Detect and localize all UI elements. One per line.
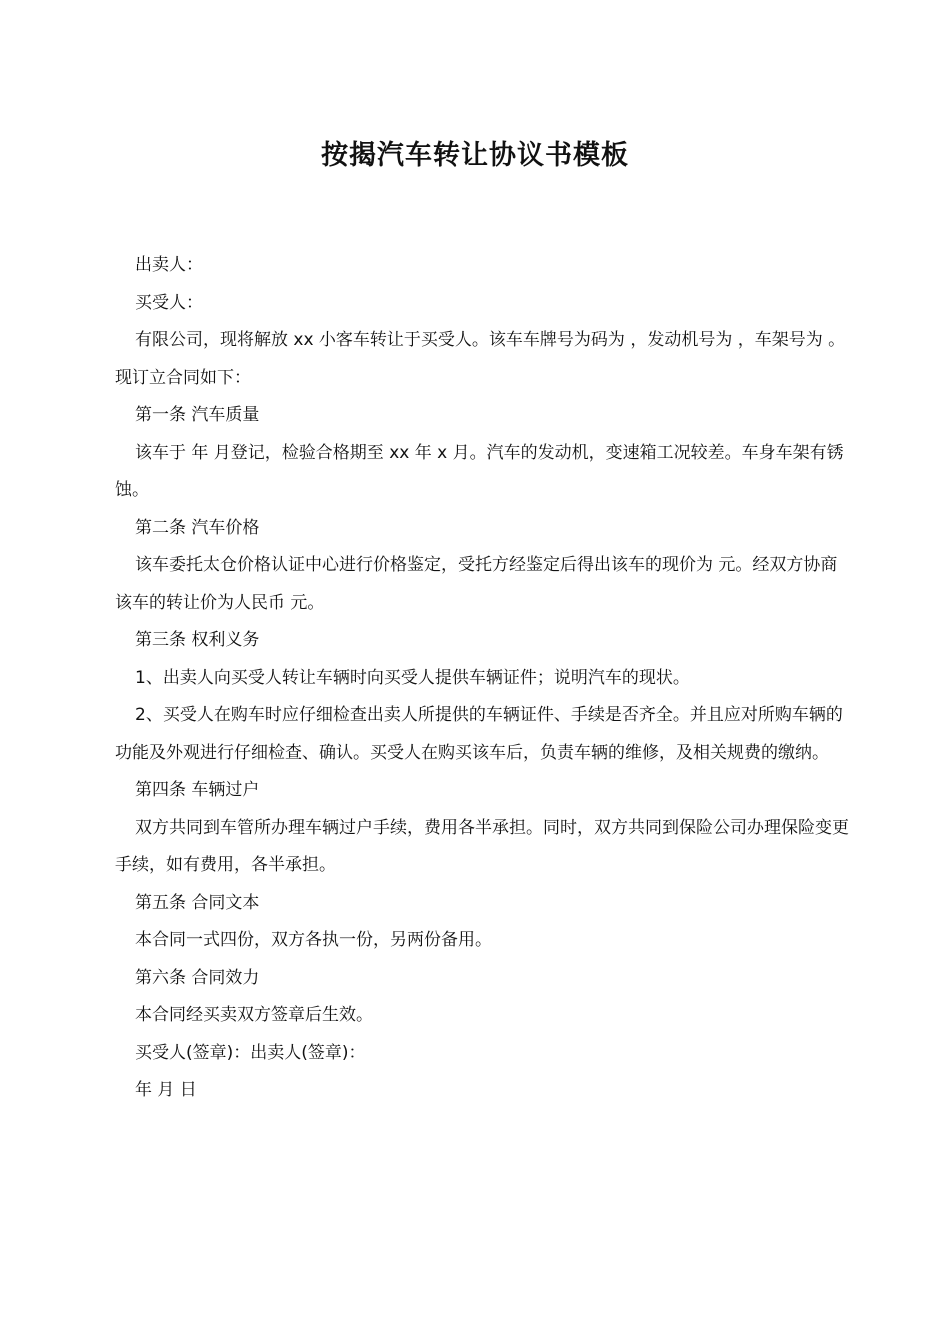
article-4-text: 双方共同到车管所办理车辆过户手续，费用各半承担。同时，双方共同到保险公司办理保险变更手续，如有费用，各半承担。 [115,817,849,875]
article-2-heading: 第二条 汽车价格 [135,517,260,538]
article-4-heading: 第四条 车辆过户 [135,780,260,800]
intro-paragraph: 有限公司，现将解放 xx 小客车转让于买受人。该车车牌号为码为 ，发动机号为 ，车架号为 。现订立合同如下： [115,330,846,388]
date-line: 年 月 日 [135,1080,197,1100]
document-body [115,247,850,1110]
article-1-heading: 第一条 汽车质量 [135,405,260,425]
article-3-item-2: 2、买受人在购车时应仔细检查出卖人所提供的车辆证件、手续是否齐全。并且应对所购车辆的功能及外观进行仔细检查、确认。买受人在购买该车后，负责车辆的维修，及相关规费的缴纳。 [115,705,843,763]
buyer-line: 买受人： [135,292,203,313]
seller-line: 出卖人： [135,255,203,275]
article-5-heading: 第五条 合同文本 [135,892,260,913]
signature-line: 买受人(签章)：出卖人(签章)： [135,1042,366,1063]
article-5-text: 本合同一式四份，双方各执一份，另两份备用。 [135,930,492,950]
article-6-heading: 第六条 合同效力 [135,967,260,988]
article-3-item-1: 1、出卖人向买受人转让车辆时向买受人提供车辆证件；说明汽车的现状。 [135,667,690,688]
article-2-text: 该车委托太仓价格认证中心进行价格鉴定，受托方经鉴定后得出该车的现价为 元。经双方协商该车的转让价为人民币 元。 [115,555,838,613]
article-3-heading: 第三条 权利义务 [135,630,260,650]
document-title: 按揭汽车转让协议书模板 [321,140,629,171]
article-1-text: 该车于 年 月登记，检验合格期至 xx 年 x 月。汽车的发动机，变速箱工况较差。车身车架有锈蚀。 [115,442,844,500]
article-6-text: 本合同经买卖双方签章后生效。 [135,1005,373,1025]
